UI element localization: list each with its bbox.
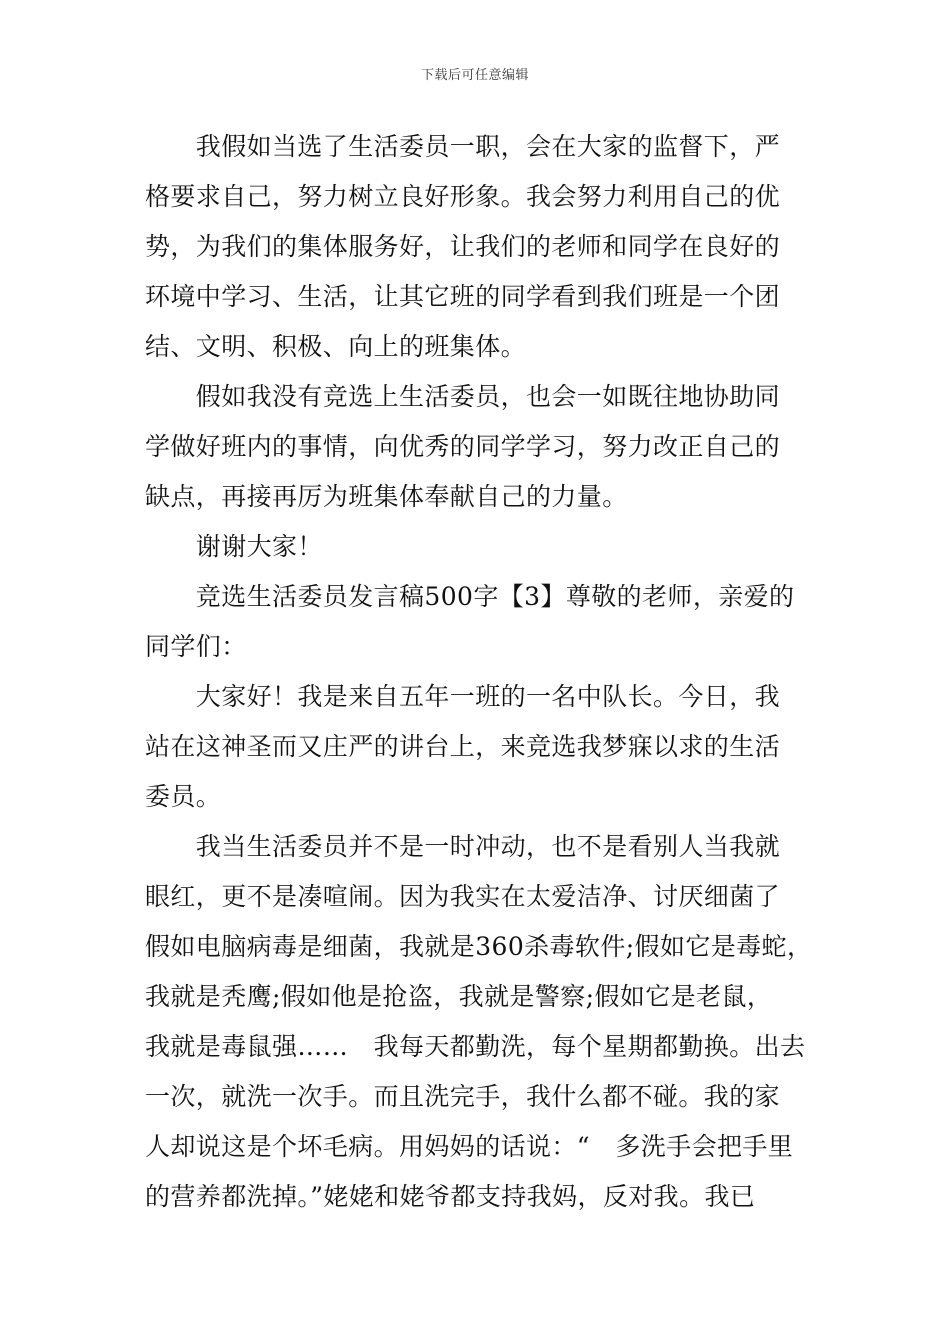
text-line: 假如我没有竞选上生活委员，也会一如既往地协助同	[145, 382, 781, 411]
text-line: 我就是秃鹰;假如他是抢盗，我就是警察;假如它是老鼠，	[145, 982, 773, 1011]
text-line: 同学们：	[145, 632, 247, 661]
text-line: 格要求自己，努力树立良好形象。我会努力利用自己的优	[145, 182, 781, 211]
text-line: 假如电脑病毒是细菌，我就是360杀毒软件;假如它是毒蛇，	[145, 932, 813, 961]
text-line: 委员。	[145, 782, 222, 811]
text-line: 我当生活委员并不是一时冲动，也不是看别人当我就	[145, 832, 781, 861]
text-line: 的营养都洗掉。”姥姥和姥爷都支持我妈，反对我。我已	[145, 1182, 756, 1211]
text-line: 我就是毒鼠强…… 我每天都勤洗，每个星期都勤换。出去	[145, 1032, 806, 1061]
text-line: 学做好班内的事情，向优秀的同学学习，努力改正自己的	[145, 432, 781, 461]
text-line: 一次，就洗一次手。而且洗完手，我什么都不碰。我的家	[145, 1082, 781, 1111]
text-line: 缺点，再接再厉为班集体奉献自己的力量。	[145, 482, 628, 511]
text-line: 站在这神圣而又庄严的讲台上，来竞选我梦寐以求的生活	[145, 732, 781, 761]
text-line: 谢谢大家！	[145, 532, 323, 561]
text-line: 人却说这是个坏毛病。用妈妈的话说：“ 多洗手会把手里	[145, 1132, 794, 1161]
text-line: 竞选生活委员发言稿500字【3】尊敬的老师，亲爱的	[145, 582, 795, 611]
text-line: 环境中学习、生活，让其它班的同学看到我们班是一个团	[145, 282, 781, 311]
text-line: 势，为我们的集体服务好，让我们的老师和同学在良好的	[145, 232, 781, 261]
text-line: 眼红，更不是凑喧闹。因为我实在太爱洁净、讨厌细菌了	[145, 882, 781, 911]
text-line: 大家好！我是来自五年一班的一名中队长。今日，我	[145, 682, 781, 711]
text-line: 我假如当选了生活委员一职，会在大家的监督下，严	[145, 132, 781, 161]
page-header: 下载后可任意编辑	[420, 68, 529, 83]
text-line: 结、文明、积极、向上的班集体。	[145, 332, 527, 361]
